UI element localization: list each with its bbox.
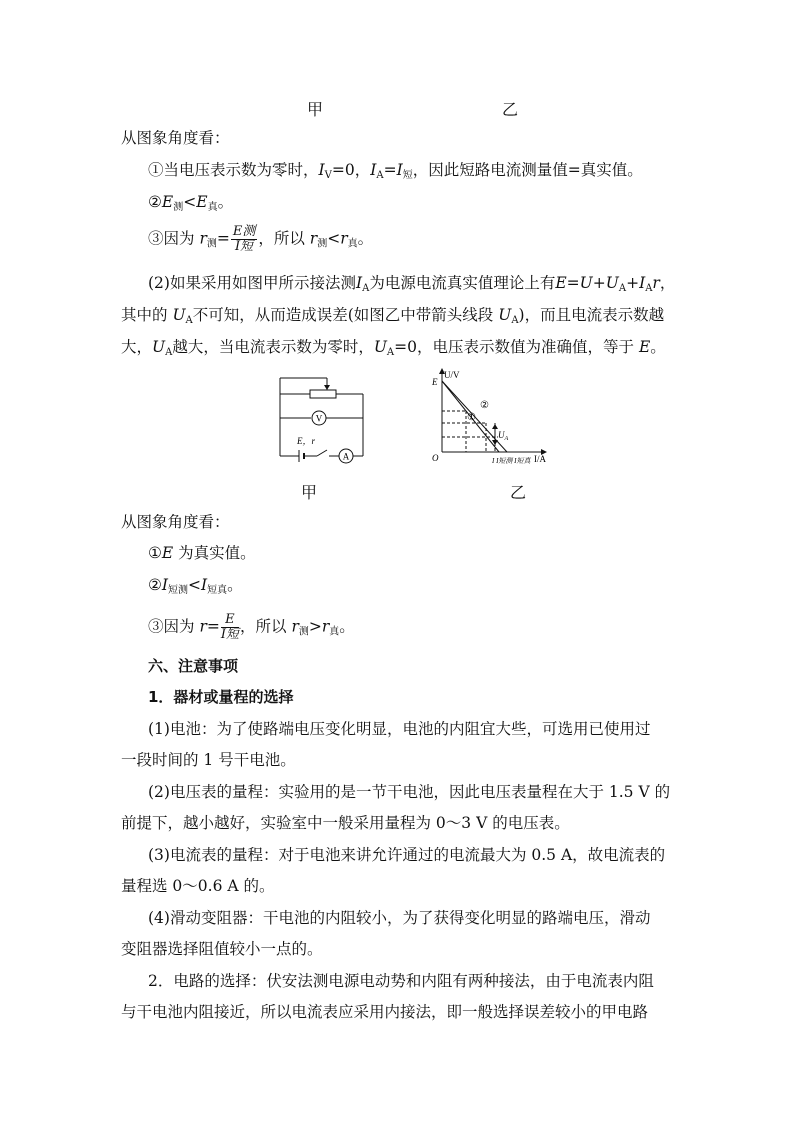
fraction: $\frac{\text{E测}}{\text{I短}}$ <box>232 224 256 254</box>
para2-line3: 大，$U_A$越大，当电流表示数为零时，$U_A=0$，电压表示数值为准确值，等于 E。 <box>121 338 666 358</box>
top-caption-right: 乙 <box>502 100 519 119</box>
note-voltmeter-line2: 前提下，越小越好，实验室中一般采用量程为 0～3 V 的电压表。 <box>121 814 570 832</box>
graph-x-axis-label: I/A <box>534 454 546 464</box>
graph-e-label: E <box>432 377 438 387</box>
note-ammeter-line1: (3)电流表的量程：对于电池来讲允许通过的电流最大为 0.5 A，故电流表的 <box>148 846 666 864</box>
note-circuit-line2: 与干电池内阻接近，所以电流表应采用内接法，即一般选择误差较小的甲电路 <box>121 1003 649 1021</box>
top-caption-left: 甲 <box>307 100 324 119</box>
graph-line1-label: ① <box>467 412 476 423</box>
note-circuit-line1: 2．电路的选择：伏安法测电源电动势和内阻有两种接法，由于电流表内阻 <box>148 972 654 990</box>
figure-caption-right: 乙 <box>510 483 527 502</box>
ui-graph <box>420 366 570 468</box>
note-rheostat-line2: 变阻器选择阻值较小一点的。 <box>121 940 323 958</box>
section2-item2: $②I_{短测}<I_{短真}$。 <box>148 576 243 596</box>
graph-current-labels: I I短测 I短真 <box>492 457 531 465</box>
figure-caption-left: 甲 <box>301 483 318 502</box>
section2-item1: ①E 为真实值。 <box>148 544 256 562</box>
section6-heading: 六、注意事项 <box>148 657 239 675</box>
para2-line1: (2)如果采用如图甲所示接法测$I_A$为电源电流真实值理论上有$E=U+U_A+I_Ar$， <box>148 274 676 294</box>
section1-heading: 从图象角度看： <box>121 129 230 147</box>
section1-item1: ①当电压表示数为零时，$I_V=0$，$I_A=I_短$，因此短路电流测量值=真实值。 <box>148 161 643 181</box>
battery-label: E，r <box>297 436 316 446</box>
para2-line2: 其中的 $U_A$不可知，从而造成误差(如图乙中带箭头线段 $U_A$)，而且电流表示数越 <box>121 306 665 326</box>
note-battery-line2: 一段时间的 1 号干电池。 <box>121 751 296 769</box>
section2-heading: 从图象角度看： <box>121 513 230 531</box>
section6-sub1: 1．器材或量程的选择 <box>148 688 294 706</box>
graph-ua-label: $U_A$ <box>498 430 509 442</box>
fraction: $\frac{E}{\text{I短}}$ <box>220 612 239 642</box>
section1-item2: $②E_测<E_真$。 <box>148 193 234 213</box>
note-battery-line1: (1)电池：为了使路端电压变化明显，电池的内阻宜大些，可选用已使用过 <box>148 720 651 738</box>
note-ammeter-line2: 量程选 0～0.6 A 的。 <box>121 877 275 895</box>
note-rheostat-line1: (4)滑动变阻器：干电池的内阻较小，为了获得变化明显的路端电压，滑动 <box>148 909 651 927</box>
ammeter-label: A <box>342 451 350 462</box>
circuit-diagram <box>277 368 377 468</box>
graph-line2-label: ② <box>480 400 489 411</box>
section2-item3: ③因为 r= $\frac{E}{\text{I短}}$ ，所以 $r_测>r_真$。 <box>148 612 355 642</box>
voltmeter-label: V <box>315 413 323 424</box>
graph-origin-label: O <box>432 453 439 463</box>
note-voltmeter-line1: (2)电压表的量程：实验用的是一节干电池，因此电压表量程在大于 1.5 V 的 <box>148 783 671 801</box>
graph-y-axis-label: U/V <box>444 370 460 380</box>
section1-item3: ③因为 $r_测=$ $\frac{\text{E测}}{\text{I短}}$ ，所以 $r_测<r_真$。 <box>148 224 374 254</box>
